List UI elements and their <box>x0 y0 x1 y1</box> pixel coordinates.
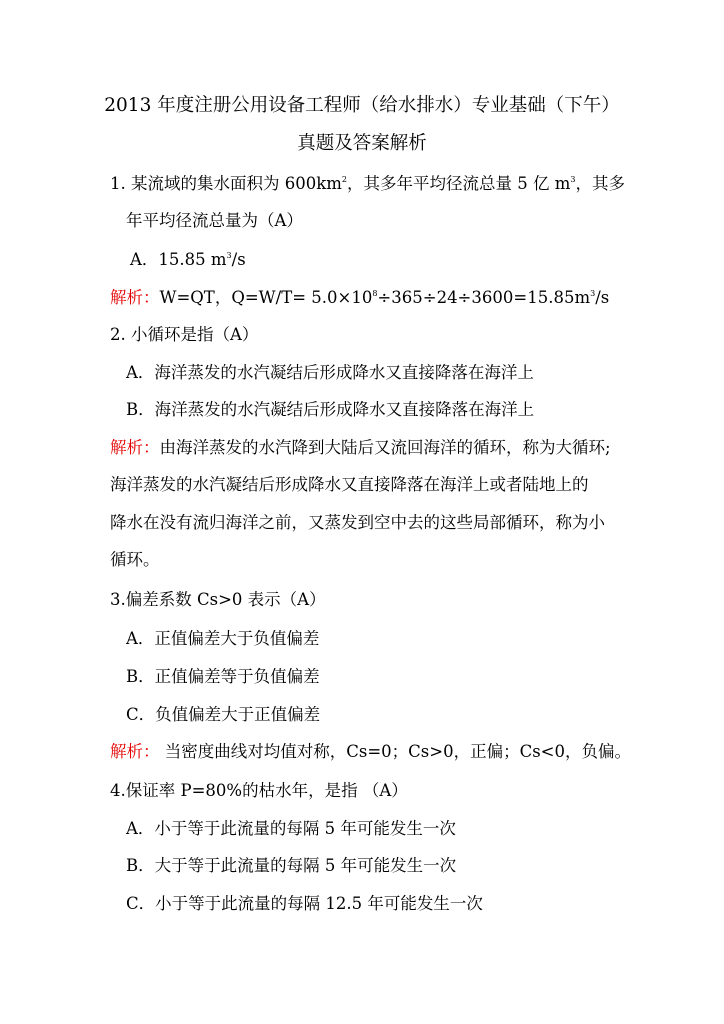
question-1-option-a: A．15.85 $m^3/s$ <box>130 250 246 269</box>
question-2-analysis-line-2: 海洋蒸发的水汽凝结后形成降水又直接降落在海洋上或者陆地上的 <box>110 475 589 494</box>
question-1-stem-continued: 年平均径流总量为（A） <box>126 211 303 230</box>
question-3-stem: 3.偏差系数 Cs>0 表示（A） <box>110 590 326 609</box>
question-4-stem: 4.保证率 P=80%的枯水年，是指 （A） <box>110 781 408 800</box>
question-3-option-b: B．正值偏差等于负值偏差 <box>126 667 320 686</box>
question-4-option-c: C．小于等于此流量的每隔 12.5 年可能发生一次 <box>126 894 483 913</box>
question-3-option-a: A．正值偏差大于负值偏差 <box>126 629 320 648</box>
question-2-analysis-line-4: 循环。 <box>110 550 160 569</box>
question-4-option-a: A．小于等于此流量的每隔 5 年可能发生一次 <box>126 819 456 838</box>
question-4-option-b: B．大于等于此流量的每隔 5 年可能发生一次 <box>126 856 457 875</box>
question-3-option-c: C．负值偏差大于正值偏差 <box>126 705 321 724</box>
question-1-analysis: 解析：W=QT，$Q=W/T= 5.0\times 10^8\div 365\div 24\div 3600=15.85m^3/s$ <box>110 288 610 307</box>
document-title-line-2: 真题及答案解析 <box>297 133 427 154</box>
document-title-line-1: 2013 年度注册公用设备工程师（给水排水）专业基础（下午） <box>104 95 620 116</box>
question-1-stem: 1. 某流域的集水面积为 $600km^2$，其多年平均径流总量 5 亿 $m^3$，其多 <box>110 174 625 193</box>
question-2-analysis-line-3: 降水在没有流归海洋之前，又蒸发到空中去的这些局部循环，称为小 <box>110 513 605 532</box>
question-2-option-a: A．海洋蒸发的水汽凝结后形成降水又直接降落在海洋上 <box>126 363 534 382</box>
analysis-label: 解析： <box>110 742 160 761</box>
analysis-label: 解析： <box>110 288 160 307</box>
analysis-label: 解析： <box>110 438 160 457</box>
question-2-stem: 2. 小循环是指（A） <box>110 325 259 344</box>
question-2-analysis-line-1: 解析：由海洋蒸发的水汽降到大陆后又流回海洋的循环，称为大循环; <box>110 438 611 457</box>
question-2-option-b: B．海洋蒸发的水汽凝结后形成降水又直接降落在海洋上 <box>126 400 535 419</box>
question-3-analysis: 解析： 当密度曲线对均值对称，Cs=0；Cs>0，正偏；Cs<0，负偏。 <box>110 742 631 761</box>
